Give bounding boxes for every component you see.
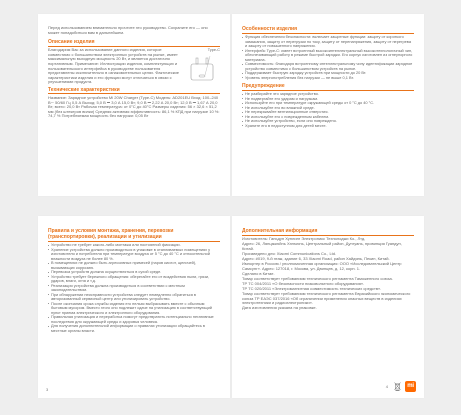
info-paragraph: Адрес: #019, 9-й этаж, здание 6, 33 Xiaomi Road, район Хайдянь, Пекин, Китай. <box>242 255 390 261</box>
list-item: Правильная утилизация и переработка помогут предотвратить потенциально негативные последствия для окружающей среды и здоровья человека. <box>48 315 220 324</box>
list-item: Не используйте его с поврежденным кабелем. <box>242 115 414 120</box>
info-paragraph: Товар соответствует требованиям технического регламента Евразийского экономического союза ТР ЕАЭС 037/2016 «Об ограничении применения опасных веществ в изделиях электротехники и радиоэлектроники». <box>242 291 411 306</box>
list-item: Устройство требует бережного обращения: оберегайте его от воздействия пыли, грязи, ударов, влаги, огня и т.д. <box>48 275 220 284</box>
info-heading: Дополнительная информация <box>242 228 414 236</box>
list-item: Функция обеспечения безопасности: включает защитные функции: защиту от короткого замыкания, защиту от перегрузки по току, защиту от перенапряжения, защиту от перегрева и защиту от повышенного напряжения. <box>242 35 414 49</box>
manual-page-4 <box>232 216 424 398</box>
charger-outline-icon <box>188 56 216 82</box>
info-paragraph: Импортер в Россию / уполномоченная организация: ООО «Исследовательский Центр Самсунг». Адрес: 127018, г. Москва, ул. Двинцев, д. 12, корп. 1. <box>242 260 402 271</box>
list-item: Для получения дополнительной информации о правилах утилизации обращайтесь в местные органы власти. <box>48 324 220 333</box>
description-text: Благодарим Вас за использование данного изделия, которое совместимо с большинством электронных устройств на рынке, имеет максимальную выходную мощность 20 Вт, и является достаточно портативным. Примечание: Иллюстрации изделия, комплектующих и пользовательского интерфейса в руководстве пользователя представлены исключительно в ознакомительных целях. Фактические характеристики изделия и его функции могут отличаться в связи с улучшениями продукта. <box>48 47 179 85</box>
list-item: Не разбирайте это зарядное устройство. <box>242 92 414 97</box>
info-paragraph: Адрес: 26, Лянцзыюйнь Хэнъюнь, Центральный район, Дунгуань, провинция Гуандун, Китай. <box>242 241 402 251</box>
list-item: Реализация устройства должна производиться в соответствии с местным законодательством. <box>48 284 220 293</box>
storage-heading: Правила и условия монтажа, хранения, перевозки (транспортировки), реализации и утилизации <box>48 228 220 242</box>
features-heading: Особенности изделия <box>242 26 414 34</box>
list-item: Не используйте устройство, если оно повреждено. <box>242 119 414 124</box>
warnings-heading: Предупреждение <box>242 83 414 91</box>
info-paragraph: ТР ТС 004/2011 «О безопасности низковольтного оборудования». <box>242 280 365 286</box>
list-item: Интерфейс Type-C: имеет встроенный высокоинтеллектуальный высокотехнологичный чип, обеспечивающий работу в режиме быстрой зарядки. Его корпус изготовлен из огнеупорного материала. <box>242 49 414 63</box>
info-paragraph: Произведено для: Xiaomi Communications Co., Ltd. <box>242 250 337 256</box>
features-list <box>242 35 414 80</box>
list-item: Не используйте его во влажной среде. <box>242 106 414 111</box>
info-paragraph: Дата изготовления указана на упаковке. <box>242 305 317 311</box>
manual-page-1 <box>38 14 230 196</box>
info-paragraph: ТР ТС 020/2011 «Электромагнитная совместимость технических средств». <box>242 285 382 291</box>
list-item: В помещениях не должно быть агрессивных примесей (паров кислот, щелочей), вызывающих коррозию. <box>48 261 220 270</box>
manual-page-3 <box>38 216 230 398</box>
info-paragraph: Изготовитель: Ганьдун Хунлинг Электроникс Технолоджи Ко., Лтд. <box>242 236 366 241</box>
page-number: 3 <box>46 387 49 392</box>
list-item: При обнаружении неисправности устройства следует немедленно обратиться в авторизованный сервисный центр или утилизировать устройство. <box>48 293 220 302</box>
info-paragraph: Товар соответствует требованиям технического регламента Таможенного союза. <box>242 275 393 281</box>
crossed-bin-icon <box>394 382 401 391</box>
list-item: Не подвергайте его ударам и нагрузкам. <box>242 97 414 102</box>
list-item: Уровень энергопотребления без нагрузки — не выше 0,1 Вт. <box>242 76 414 81</box>
info-paragraph: Сделано в Китае. <box>242 270 275 276</box>
list-item: Используйте его при температуре окружающей среды от 0 °C до 40 °C. <box>242 101 414 106</box>
manual-page-2 <box>232 14 424 196</box>
list-item: Перевозка устройств должна осуществляться в сухой среде. <box>48 270 220 275</box>
storage-list <box>48 243 220 333</box>
specs-text: Название: Зарядное устройство Mi 20W Charger (Type-C) Модель: AD201EU Вход: 100–240 В∼ 50/60 Гц 0,5 А Выход: 5,0 В ⎓ 3,0 А 15,0 Вт; 9,0 В ⎓ 2,22 А 20,0 Вт; 12,0 В ⎓ 1,67 А 20,0 Вт; всего: 20,0 Вт Рабочая температура: от 0°C до 40°C Размеры изделия: 56 × 32,6 × 51,2 мм (без штекеров вилки) Средняя активная эффективность: 86,1 % КПД при нагрузке 10 %: 74,7 % Потребляемая мощность без нагрузки: 0,05 Вт <box>48 94 220 119</box>
list-item: Не перекрывайте вентиляционные отверстия. <box>242 110 414 115</box>
list-item: Устройство не требует какого-либо монтажа или постоянной фиксации. <box>48 243 220 248</box>
list-item: Хранение устройства должно производиться в упаковке в отапливаемых помещениях у изготовителя и потребителя при температуре воздуха от 5 °C до 40 °C и относительной влажности воздуха не более 80 %. <box>48 248 220 262</box>
page-number: 4 <box>385 384 388 389</box>
warnings-list <box>242 92 414 128</box>
list-item: Поддерживает быструю зарядку устройств при мощности до 20 Вт. <box>242 71 414 76</box>
mi-logo: mi <box>405 381 416 392</box>
specs-heading: Технические характеристики <box>48 87 220 95</box>
intro-text: Перед использованием внимательно прочтите это руководство. Сохраните его — оно может понадобиться вам в дальнейшем. <box>48 25 208 35</box>
type-c-label: Type-C <box>207 48 220 53</box>
charger-illustration <box>186 48 220 86</box>
list-item: После окончания срока службы изделия его нельзя выбрасывать вместе с обычным бытовым мусором. Вместо этого оно подлежит сдаче на утилизацию в соответствующий пункт приема электрического и электронного оборудования. <box>48 302 220 316</box>
list-item: Совместимость: благодаря встроенному интеллектуальному чипу идентификации зарядное устройство совместимо с большинством устройств на рынке. <box>242 62 414 71</box>
list-item: Храните его в недоступном для детей месте. <box>242 124 414 129</box>
description-heading: Описание изделия <box>48 39 220 47</box>
